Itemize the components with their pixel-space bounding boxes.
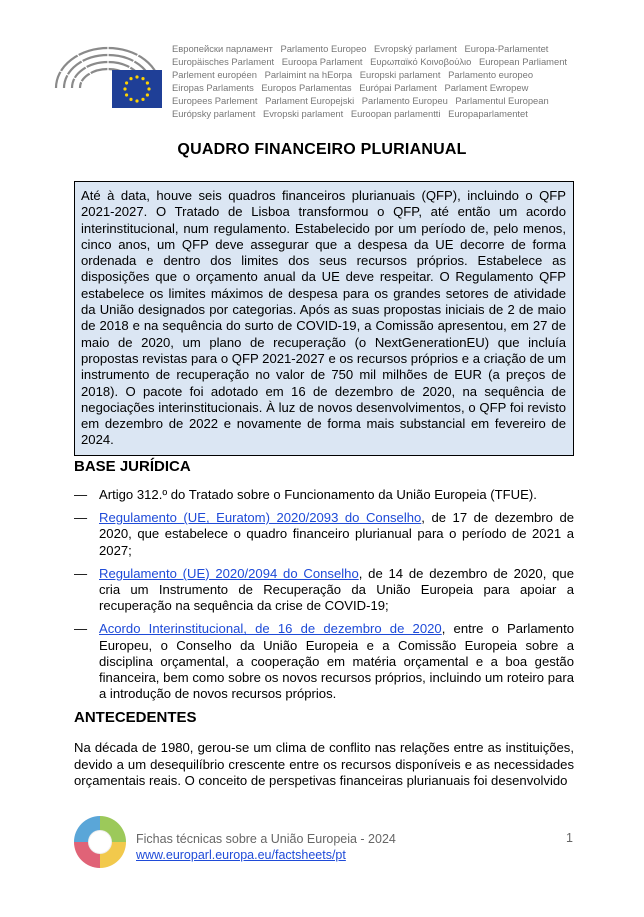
legal-item-text: , entre o Parlamento Europeu, o Conselho da União Europeia e a Comissão Europeia sobre a disciplina orçamental, a cooperação em matéria orçamental e a boa gestão financeira, bem como sobre os novos recursos próprios, incluindo um roteiro para a introdução de novos recursos próprios. [99, 621, 574, 702]
parliament-name: Euroopan parlamentti [350, 108, 441, 120]
list-item [74, 487, 574, 503]
legal-item-text: Artigo 312.º do Tratado sobre o Funcionamento da União Europeia (TFUE). [99, 487, 537, 502]
dash-bullet: — [74, 487, 88, 502]
dash-bullet: — [74, 621, 88, 637]
list-item [74, 510, 574, 559]
parliament-name: Európsky parlament [172, 108, 256, 120]
parliament-name: Parlamentul European [455, 95, 549, 107]
dash-bullet: — [74, 565, 88, 581]
background-paragraph: Na década de 1980, gerou-se um clima de conflito nas relações entre as instituições, devido a um desequilíbrio crescente entre os recursos disponíveis e as necessidades orçamentais reais. O conceito de perspetivas financeiras plurianuais foi desenvolvido [74, 740, 574, 788]
parliament-name: Europski parlament [359, 69, 441, 81]
parliament-name: Europa-Parlamentet [464, 43, 549, 54]
parliament-name: Европейски парламент [172, 43, 273, 54]
parliament-name: Europos Parlamentas [261, 82, 352, 94]
list-item [74, 566, 574, 615]
legal-item-text: , de 17 de dezembro de 2020, que estabelece o quadro financeiro plurianual para o período de 2021 a 2027; [99, 510, 575, 558]
european-parliament-logo [52, 38, 164, 110]
parliament-name: Evropský parlament [374, 43, 457, 54]
regulation-2020-2093-link[interactable]: Regulamento (UE, Euratom) 2020/2093 do Conselho [99, 510, 422, 526]
legal-basis-heading: BASE JURÍDICA [74, 458, 191, 475]
parliament-names-multilingual [172, 42, 612, 121]
background-heading: ANTECEDENTES [74, 709, 197, 726]
summary-box: Até à data, houve seis quadros financeiros plurianuais (QFP), incluindo o QFP 2021-2027. O Tratado de Lisboa transformou o QFP, até então um acordo interinstitucional, num regulamento. Estabelecido por um período de, pelo menos, cinco anos, um QFP deve assegurar que a despesa da UE decorre de forma ordenada e dentro dos limites dos seus recursos próprios. Estabelece as disposições que o orçamento anual da UE deve respeitar. O Regulamento QFP estabelece os limites máximos de despesa para os grandes setores de atividade da União designados por categorias. Após as suas propostas iniciais de 2 de maio de 2018 e na sequência do surto de COVID-19, a Comissão apresentou, em 27 de maio de 2020, um plano de recuperação (o NextGenerationEU) que incluía propostas revistas para o QFP 2021-2027 e os recursos próprios e a criação de um instrumento de recuperação no valor de 750 mil milhões de EUR (a preços de 2018). O pacote foi adotado em 16 de dezembro de 2020, na sequência de negociações interinstitucionais. À luz de novos desenvolvimentos, o QFP foi revisto em dezembro de 2022 e novamente de forma mais substancial em fevereiro de 2024. [74, 181, 574, 456]
parliament-name: Ευρωπαϊκό Κοινοβούλιο [370, 56, 472, 68]
parliament-name: Európai Parlament [359, 82, 437, 94]
regulation-2020-2094-link[interactable]: Regulamento (UE) 2020/2094 do Conselho [99, 565, 359, 581]
parliament-name: Parlament Europejski [265, 95, 355, 107]
parliament-name: Europäisches Parlament [172, 56, 275, 68]
dash-bullet: — [74, 510, 88, 526]
page-number: 1 [566, 831, 573, 845]
parliament-name: Parlamento Europeu [361, 95, 448, 107]
interinstitutional-agreement-link[interactable]: Acordo Interinstitucional, de 16 de dezembro de 2020 [99, 621, 442, 637]
parliament-name: Parlement européen [172, 69, 257, 81]
parliament-name: European Parliament [478, 56, 568, 68]
parliament-name: Parlamento europeo [448, 69, 534, 81]
parliament-name: Evropski parlament [262, 108, 344, 120]
factsheets-logo [72, 812, 128, 872]
parliament-name: Parlament Ewropew [444, 82, 529, 94]
legal-item-text: , de 14 de dezembro de 2020, que cria um Instrumento de Recuperação da União Europeia para apoiar a recuperação na sequência da crise de COVID-19; [99, 565, 574, 614]
list-item [74, 621, 574, 702]
factsheets-url-link[interactable]: www.europarl.europa.eu/factsheets/pt [136, 848, 346, 862]
parliament-name: Euroopa Parlament [281, 56, 363, 68]
parliament-name: Europees Parlement [172, 95, 258, 107]
parliament-name: Eiropas Parlaments [172, 82, 254, 94]
parliament-name: Parlaimint na hEorpa [264, 69, 353, 81]
footer [136, 831, 396, 863]
page-title: QUADRO FINANCEIRO PLURIANUAL [177, 141, 467, 158]
footer-series-label: Fichas técnicas sobre a União Europeia - 2024 [136, 832, 396, 846]
parliament-name: Europaparlamentet [448, 108, 528, 120]
legal-basis-list [74, 487, 574, 709]
parliament-name: Parlamento Europeo [280, 43, 367, 54]
